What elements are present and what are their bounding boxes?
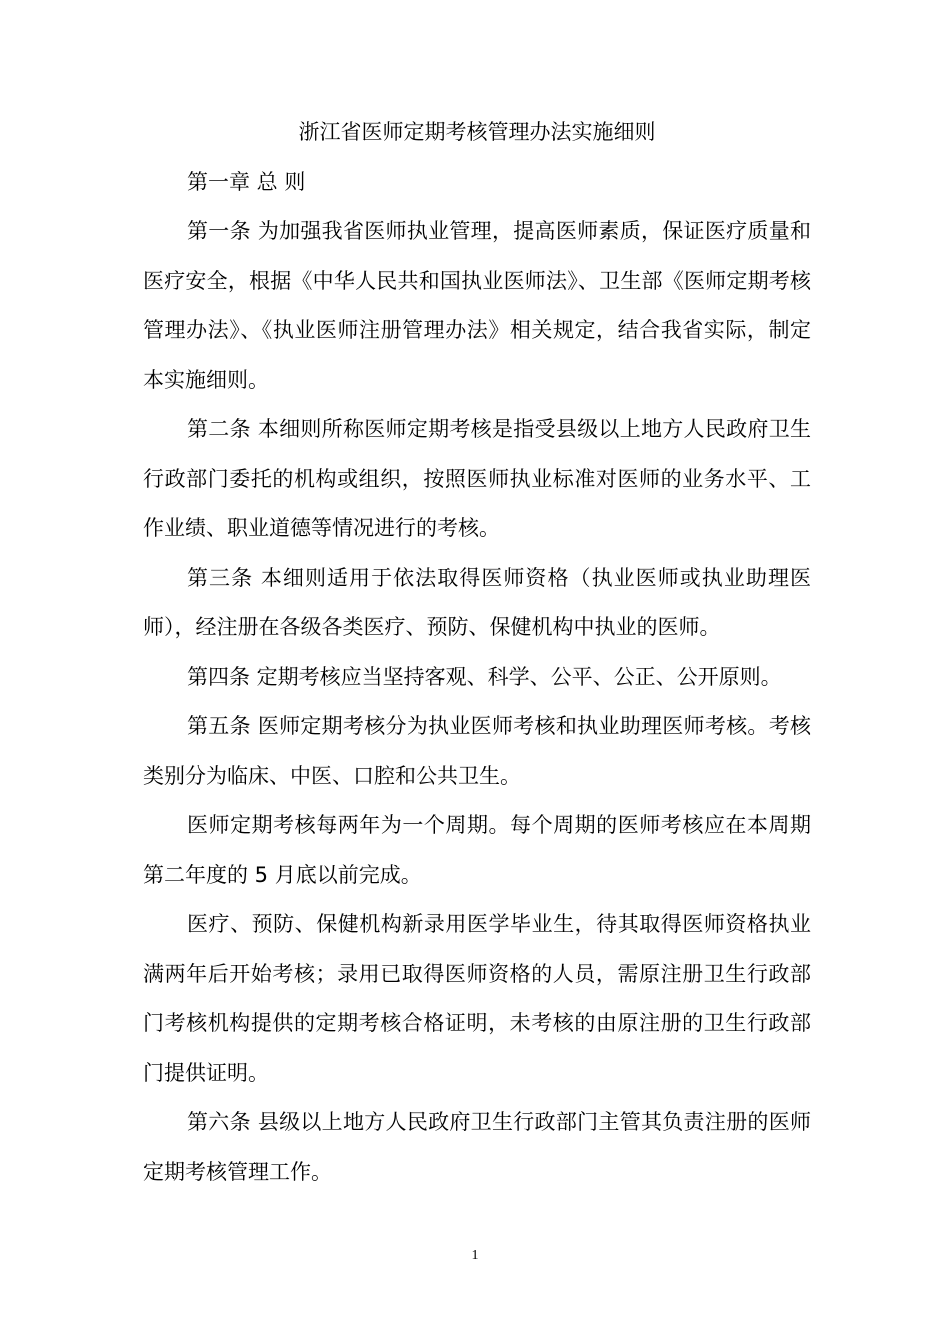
chapter-heading: 第一章 总 则 bbox=[187, 169, 306, 194]
article-3-paragraph: 第三条 本细则适用于依法取得医师资格（执业医师或执业助理医师），经注册在各级各类医疗、预防、保健机构中执业的医师。 bbox=[143, 565, 811, 639]
document-title: 浙江省医师定期考核管理办法实施细则 bbox=[298, 120, 656, 144]
article-5-cycle-paragraph: 医师定期考核每两年为一个周期。每个周期的医师考核应在本周期第二年度的 5 月底以前完成。 bbox=[143, 813, 811, 887]
article-4-paragraph: 第四条 定期考核应当坚持客观、科学、公平、公正、公开原则。 bbox=[187, 664, 782, 689]
article-5-paragraph: 第五条 医师定期考核分为执业医师考核和执业助理医师考核。考核类别分为临床、中医、口腔和公共卫生。 bbox=[143, 714, 811, 788]
article-1-paragraph: 第一条 为加强我省医师执业管理，提高医师素质，保证医疗质量和医疗安全，根据《中华人民共和国执业医师法》、卫生部《医师定期考核管理办法》、《执业医师注册管理办法》相关规定，结合我省实际，制定本实施细则。 bbox=[143, 219, 811, 392]
page-number: 1 bbox=[471, 1248, 479, 1263]
document-body bbox=[143, 108, 811, 1197]
article-6-paragraph: 第六条 县级以上地方人民政府卫生行政部门主管其负责注册的医师定期考核管理工作。 bbox=[143, 1110, 811, 1184]
article-2-paragraph: 第二条 本细则所称医师定期考核是指受县级以上地方人民政府卫生行政部门委托的机构或组织，按照医师执业标准对医师的业务水平、工作业绩、职业道德等情况进行的考核。 bbox=[143, 417, 811, 540]
article-5-new-hire-paragraph: 医疗、预防、保健机构新录用医学毕业生，待其取得医师资格执业满两年后开始考核；录用已取得医师资格的人员，需原注册卫生行政部门考核机构提供的定期考核合格证明，未考核的由原注册的卫生行政部门提供证明。 bbox=[143, 912, 811, 1085]
